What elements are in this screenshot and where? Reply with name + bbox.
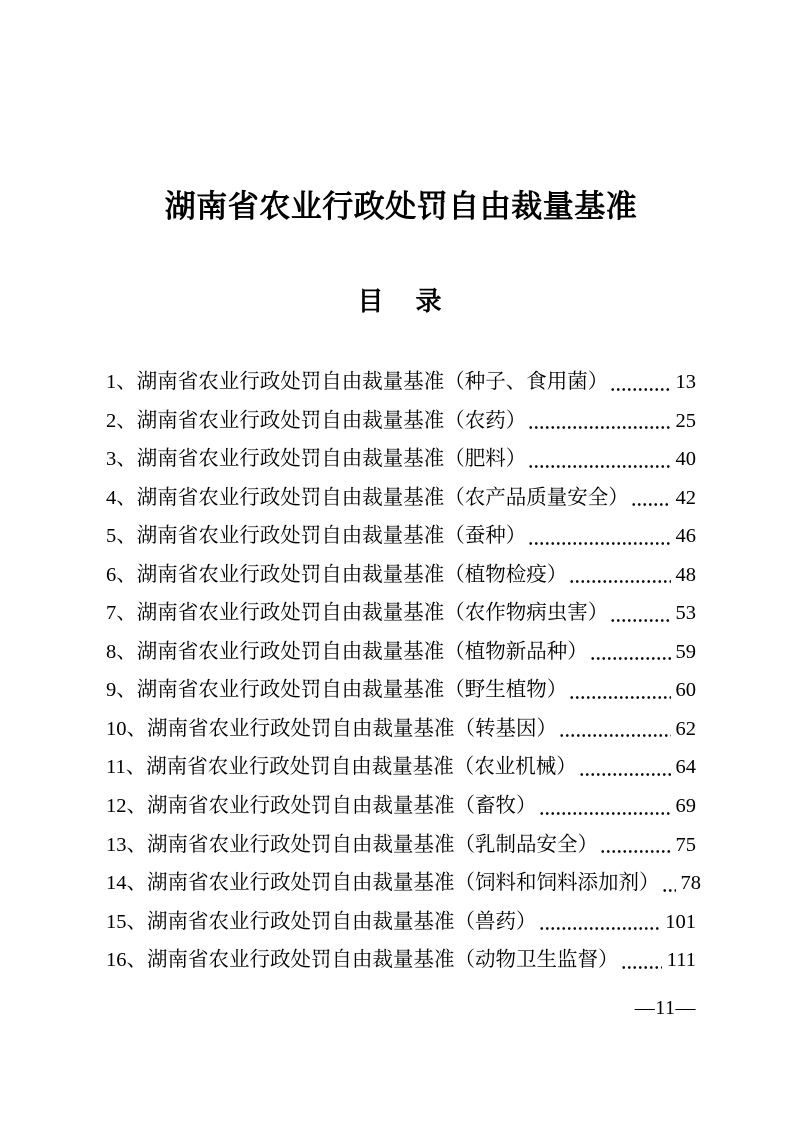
toc-entry-label: 湖南省农业行政处罚自由裁量基准（蚕种） <box>136 525 527 548</box>
toc-entry-number: 13、 <box>106 833 147 856</box>
toc-entry-number: 2、 <box>106 409 137 432</box>
toc-entry-label: 湖南省农业行政处罚自由裁量基准（农药） <box>136 409 527 432</box>
toc-entry-label: 湖南省农业行政处罚自由裁量基准（农产品质量安全） <box>136 486 629 509</box>
toc-entry-label: 湖南省农业行政处罚自由裁量基准（种子、食用菌） <box>136 371 609 393</box>
toc-entry-number: 12、 <box>106 795 147 818</box>
toc-entry-number: 1、 <box>106 371 137 393</box>
toc-entry-label: 湖南省农业行政处罚自由裁量基准（乳制品安全） <box>147 833 598 856</box>
toc-entry-page: 53 <box>675 602 696 625</box>
toc-leader-dots <box>569 671 670 710</box>
toc-entry[interactable] <box>106 826 696 865</box>
toc-entry-page: 64 <box>675 756 696 779</box>
toc-entry[interactable] <box>106 402 696 441</box>
toc-entry[interactable] <box>106 556 696 595</box>
toc-entry-page: 60 <box>675 679 696 702</box>
toc-entry[interactable] <box>106 479 696 518</box>
toc-entry-label: 湖南省农业行政处罚自由裁量基准（动物卫生监督） <box>147 949 619 972</box>
toc-entry-number: 15、 <box>106 910 147 933</box>
toc-leader-dots <box>600 826 671 865</box>
toc-entry-number: 9、 <box>106 679 137 702</box>
toc-entry[interactable] <box>106 517 696 556</box>
toc-entry-number: 7、 <box>106 602 137 625</box>
toc-leader-dots <box>590 633 671 672</box>
toc-entry[interactable] <box>106 864 701 903</box>
toc-leader-dots <box>610 594 670 633</box>
toc-heading: 目 录 <box>357 287 445 316</box>
toc-entry-number: 11、 <box>106 756 147 779</box>
toc-entry-label: 湖南省农业行政处罚自由裁量基准（转基因） <box>147 717 557 740</box>
toc-leader-dots <box>528 517 670 556</box>
toc-entry[interactable] <box>106 363 696 402</box>
toc-entry[interactable] <box>106 787 696 826</box>
toc-entry-number: 5、 <box>106 525 137 548</box>
toc-leader-dots <box>539 787 671 826</box>
toc-entry-label: 湖南省农业行政处罚自由裁量基准（兽药） <box>147 910 537 933</box>
toc-entry-page: 78 <box>680 872 701 895</box>
page-number-footer: —11— <box>634 996 696 1019</box>
toc-leader-dots <box>539 903 661 942</box>
toc-entry-label: 湖南省农业行政处罚自由裁量基准（野生植物） <box>136 679 568 702</box>
toc-entry-label: 湖南省农业行政处罚自由裁量基准（饲料和饲料添加剂） <box>147 872 660 895</box>
toc-leader-dots <box>559 710 671 749</box>
toc-leader-dots <box>621 941 662 980</box>
toc-list <box>106 363 701 980</box>
toc-entry-number: 3、 <box>106 448 137 471</box>
toc-entry-label: 湖南省农业行政处罚自由裁量基准（农业机械） <box>146 756 577 779</box>
toc-entry-label: 湖南省农业行政处罚自由裁量基准（畜牧） <box>147 795 537 818</box>
toc-entry[interactable] <box>106 748 696 787</box>
toc-entry[interactable] <box>106 594 696 633</box>
toc-entry-number: 14、 <box>106 872 147 895</box>
toc-leader-dots <box>631 479 671 518</box>
toc-entry[interactable] <box>106 633 696 672</box>
toc-entry-page: 46 <box>675 525 696 548</box>
toc-entry[interactable] <box>106 440 696 479</box>
toc-entry-page: 40 <box>675 448 696 471</box>
toc-entry[interactable] <box>106 941 696 980</box>
toc-entry-label: 湖南省农业行政处罚自由裁量基准（农作物病虫害） <box>136 602 609 625</box>
toc-entry-page: 101 <box>665 910 696 933</box>
toc-leader-dots <box>662 864 676 903</box>
toc-leader-dots <box>610 363 670 402</box>
toc-entry-number: 6、 <box>106 563 137 586</box>
toc-leader-dots <box>569 556 670 595</box>
toc-entry-page: 59 <box>675 640 696 663</box>
toc-leader-dots <box>579 748 671 787</box>
toc-entry-number: 4、 <box>106 486 137 509</box>
toc-entry-page: 48 <box>675 563 696 586</box>
toc-entry[interactable] <box>106 710 696 749</box>
toc-entry-page: 75 <box>675 833 696 856</box>
toc-entry-number: 16、 <box>106 949 147 972</box>
toc-entry-page: 62 <box>675 717 696 740</box>
toc-entry-label: 湖南省农业行政处罚自由裁量基准（植物检疫） <box>136 563 568 586</box>
toc-entry-label: 湖南省农业行政处罚自由裁量基准（肥料） <box>136 448 527 471</box>
toc-entry-label: 湖南省农业行政处罚自由裁量基准（植物新品种） <box>136 640 588 663</box>
toc-entry-page: 13 <box>675 371 696 393</box>
toc-leader-dots <box>528 440 670 479</box>
toc-entry-number: 8、 <box>106 640 137 663</box>
toc-entry-number: 10、 <box>106 717 147 740</box>
toc-entry-page: 42 <box>675 486 696 509</box>
toc-entry-page: 69 <box>675 795 696 818</box>
document-title: 湖南省农业行政处罚自由裁量基准 <box>164 189 638 224</box>
toc-entry[interactable] <box>106 671 696 710</box>
toc-leader-dots <box>528 402 670 441</box>
toc-entry-page: 25 <box>675 409 696 432</box>
toc-entry-page: 111 <box>666 949 696 972</box>
toc-entry[interactable] <box>106 903 696 942</box>
